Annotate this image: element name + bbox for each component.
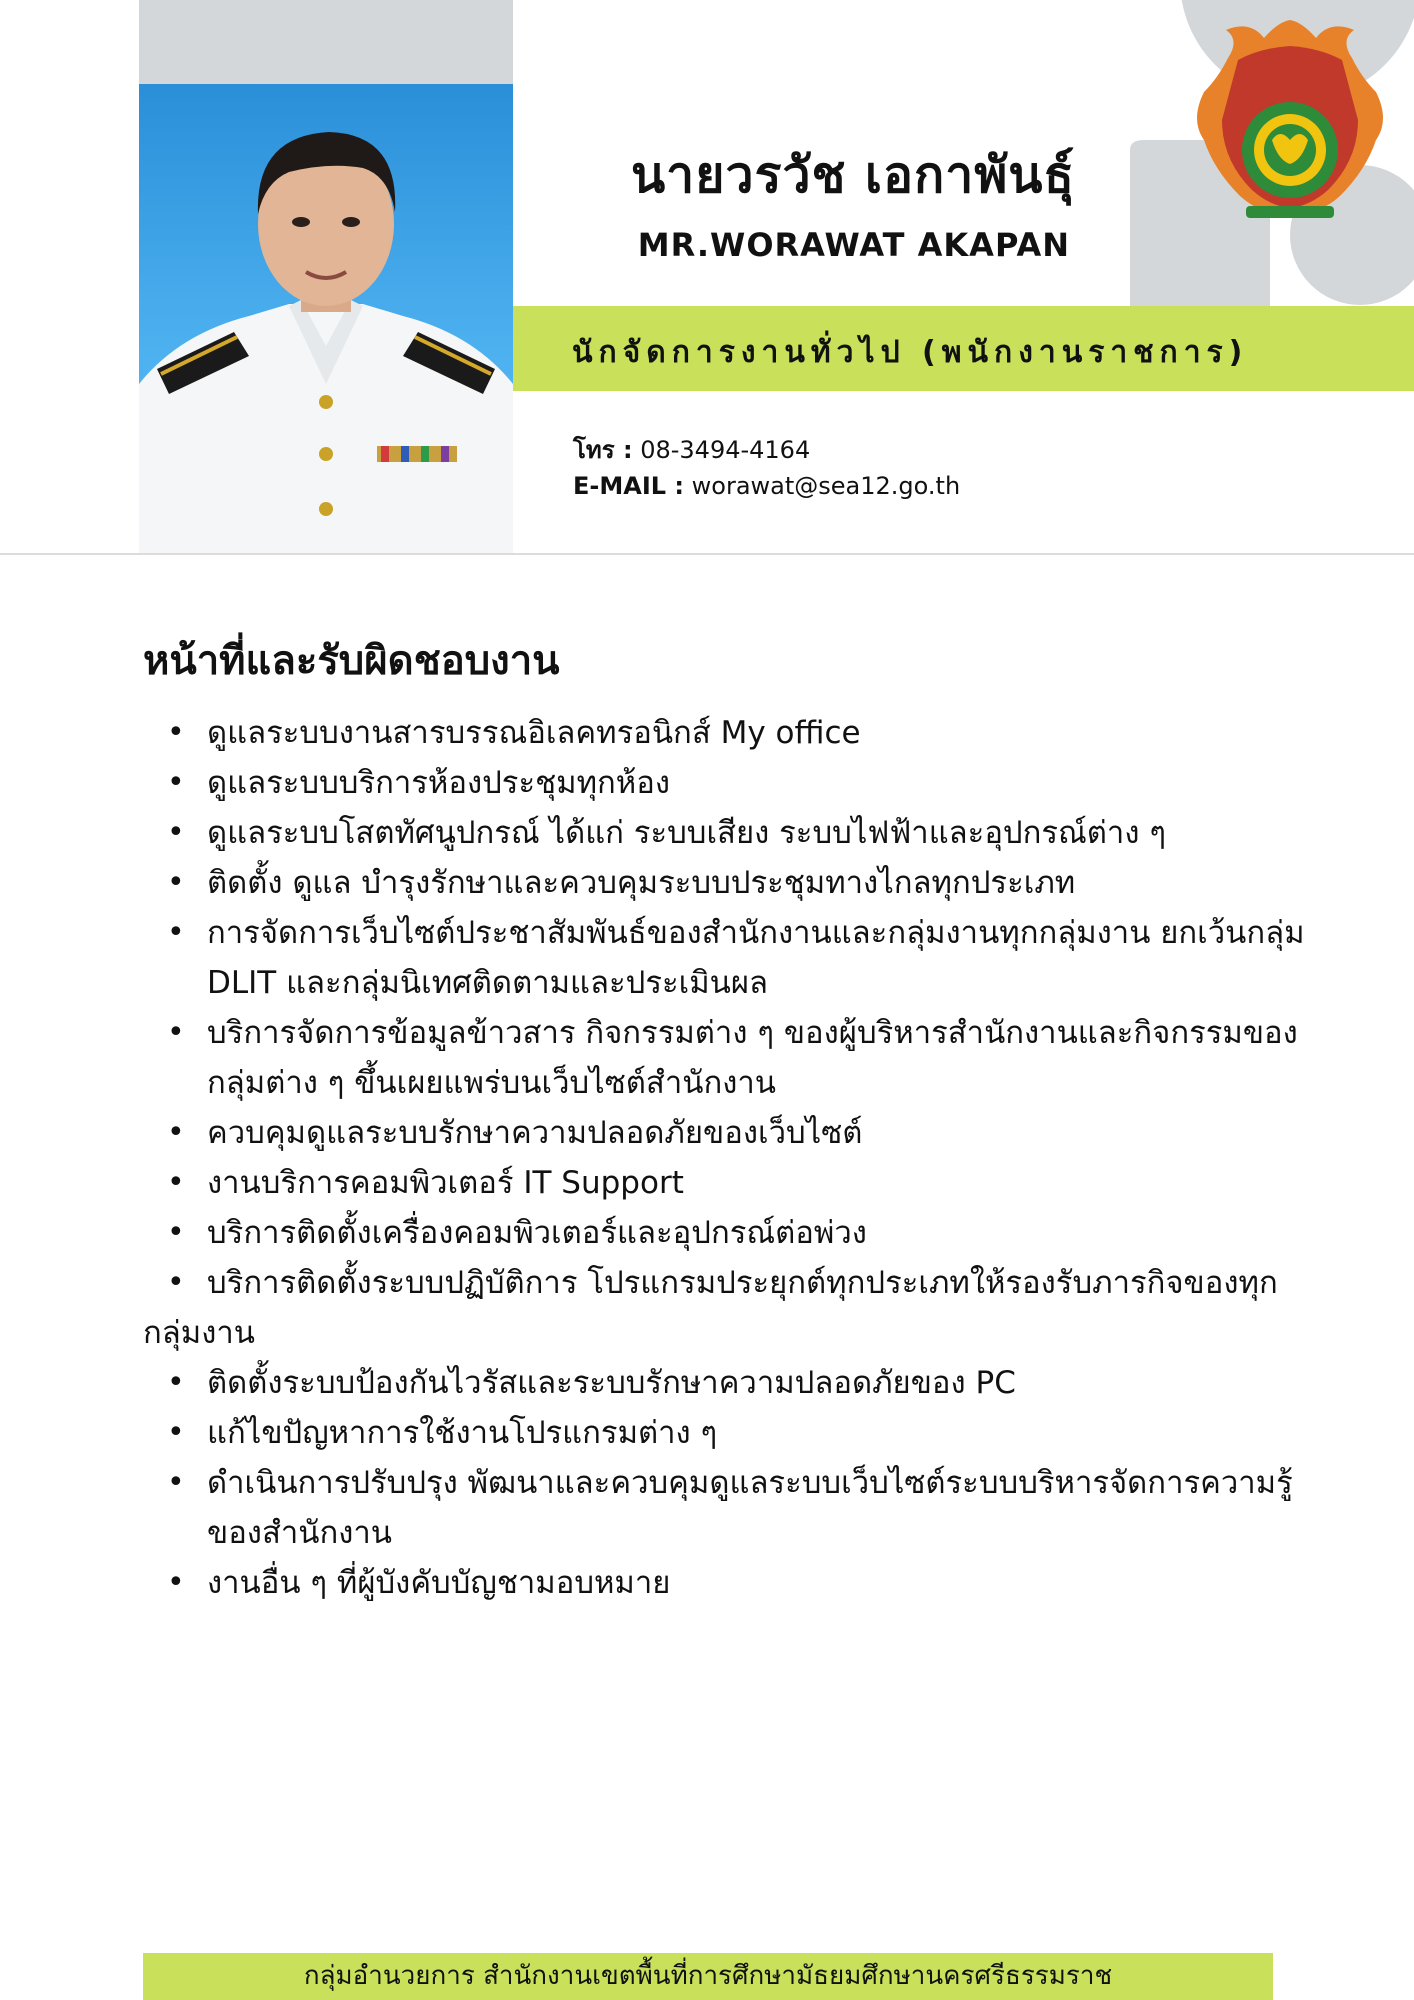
header-decoration (139, 0, 513, 84)
header-divider (0, 553, 1414, 555)
list-item: • ดูแลระบบโสตทัศนูปกรณ์ ได้แก่ ระบบเสียง ระบบไฟฟ้าและอุปกรณ์ต่าง ๆ (143, 808, 1323, 858)
profile-photo (139, 84, 513, 553)
list-item: • บริการติดตั้งระบบปฏิบัติการ โปรแกรมประยุกต์ทุกประเภทให้รองรับภารกิจของทุกกลุ่มงาน (143, 1258, 1323, 1358)
email-row (573, 472, 960, 500)
list-item: • ควบคุมดูแลระบบรักษาความปลอดภัยของเว็บไซต์ (143, 1108, 1323, 1158)
list-item: • ติดตั้ง ดูแล บำรุงรักษาและควบคุมระบบประชุมทางไกลทุกประเภท (143, 858, 1323, 908)
email-label: E-MAIL : (573, 472, 684, 500)
phone-row (573, 430, 810, 469)
list-item: • ติดตั้งระบบป้องกันไวรัสและระบบรักษาความปลอดภัยของ PC (143, 1358, 1323, 1408)
list-item: • แก้ไขปัญหาการใช้งานโปรแกรมต่าง ๆ (143, 1408, 1323, 1458)
email-value[interactable]: worawat@sea12.go.th (691, 472, 961, 500)
list-item: • บริการจัดการข้อมูลข้าวสาร กิจกรรมต่าง ๆ ของผู้บริหารสำนักงานและกิจกรรมของกลุ่มต่าง ๆ ขึ้นเผยแพร่บนเว็บไซต์สำนักงาน (143, 1008, 1323, 1108)
list-item: • งานบริการคอมพิวเตอร์ IT Support (143, 1158, 1323, 1208)
person-name-thai: นายวรวัช เอกาพันธุ์ (630, 146, 1075, 204)
position-title: นักจัดการงานทั่วไป (พนักงานราชการ) (572, 335, 1249, 370)
phone-label: โทร : (573, 436, 633, 464)
phone-value: 08-3494-4164 (640, 436, 811, 464)
list-item: • ดำเนินการปรับปรุง พัฒนาและควบคุมดูแลระบบเว็บไซต์ระบบบริหารจัดการความรู้ ของสำนักงาน (143, 1458, 1323, 1558)
list-item: • ดูแลระบบบริการห้องประชุมทุกห้อง (143, 758, 1323, 808)
list-item: • บริการติดตั้งเครื่องคอมพิวเตอร์และอุปกรณ์ต่อพ่วง (143, 1208, 1323, 1258)
duties-list (143, 708, 1323, 1608)
footer-banner: กลุ่มอำนวยการ สำนักงานเขตพื้นที่การศึกษามัธยมศึกษานครศรีธรรมราช (143, 1953, 1273, 2000)
list-item: • ดูแลระบบงานสารบรรณอิเลคทรอนิกส์ My office (143, 708, 1323, 758)
list-item: • การจัดการเว็บไซต์ประชาสัมพันธ์ของสำนักงานและกลุ่มงานทุกกลุ่มงาน ยกเว้นกลุ่ม DLIT และกลุ่มนิเทศติดตามและประเมินผล (143, 908, 1323, 1008)
person-name-english: MR.WORAWAT AKAPAN (637, 226, 1070, 264)
list-item: • งานอื่น ๆ ที่ผู้บังคับบัญชามอบหมาย (143, 1558, 1323, 1608)
header-decoration-shapes (1130, 0, 1414, 310)
duties-title: หน้าที่และรับผิดชอบงาน (143, 638, 560, 684)
